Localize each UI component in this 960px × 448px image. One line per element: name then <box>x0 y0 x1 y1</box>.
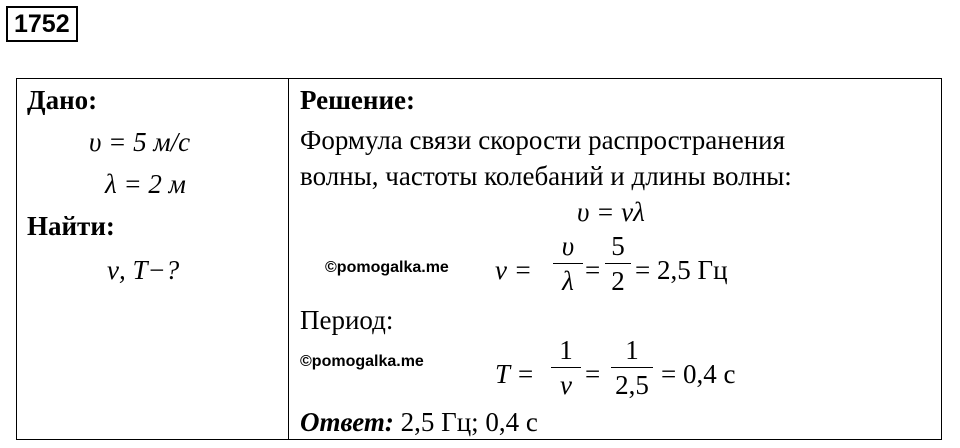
formula3-denominator1: ν <box>560 370 572 400</box>
solution-text-line1: Формула связи скорости распространения <box>300 125 786 155</box>
formula2-denominator1: λ <box>562 266 574 296</box>
formula3-fraction1 <box>551 335 581 400</box>
answer-line <box>300 407 538 437</box>
formula3-fraction2 <box>611 335 653 400</box>
formula3-result: = 0,4 с <box>661 359 736 389</box>
formula2-lhs: ν = <box>495 255 532 285</box>
answer-label: Ответ: <box>300 407 394 437</box>
given-velocity: υ = 5 м/с <box>89 127 191 157</box>
find-heading: Найти: <box>27 211 115 241</box>
problem-number: 1752 <box>6 6 78 42</box>
formula2-equals: = <box>585 255 601 285</box>
formula3-numerator2: 1 <box>625 335 639 365</box>
formula2-numerator1: υ <box>561 231 575 261</box>
solution-table <box>16 78 942 440</box>
formula3-numerator1: 1 <box>559 335 573 365</box>
fraction-bar <box>551 367 581 368</box>
formula-wave-speed: υ = νλ <box>577 197 645 227</box>
formula2-denominator2: 2 <box>611 266 625 296</box>
answer-value: 2,5 Гц; 0,4 с <box>400 407 538 437</box>
formula2-result: = 2,5 Гц <box>635 255 728 285</box>
solution-heading: Решение: <box>300 85 415 115</box>
formula2-fraction2 <box>605 231 631 296</box>
column-divider <box>288 79 289 439</box>
solution-text-line2: волны, частоты колебаний и длины волны: <box>300 161 792 191</box>
fraction-bar <box>605 263 631 264</box>
given-wavelength: λ = 2 м <box>105 169 186 199</box>
formula3-lhs: T = <box>495 359 535 389</box>
fraction-bar <box>611 367 653 368</box>
given-heading: Дано: <box>27 85 98 115</box>
formula3-equals: = <box>585 359 601 389</box>
formula3-denominator2: 2,5 <box>615 370 649 400</box>
watermark: ©pomogalka.me <box>325 259 449 276</box>
watermark: ©pomogalka.me <box>300 353 424 370</box>
find-unknowns: ν, T−? <box>107 255 180 285</box>
formula2-fraction1 <box>553 231 583 296</box>
fraction-bar <box>553 263 583 264</box>
period-label: Период: <box>300 305 394 335</box>
formula2-numerator2: 5 <box>611 231 625 261</box>
